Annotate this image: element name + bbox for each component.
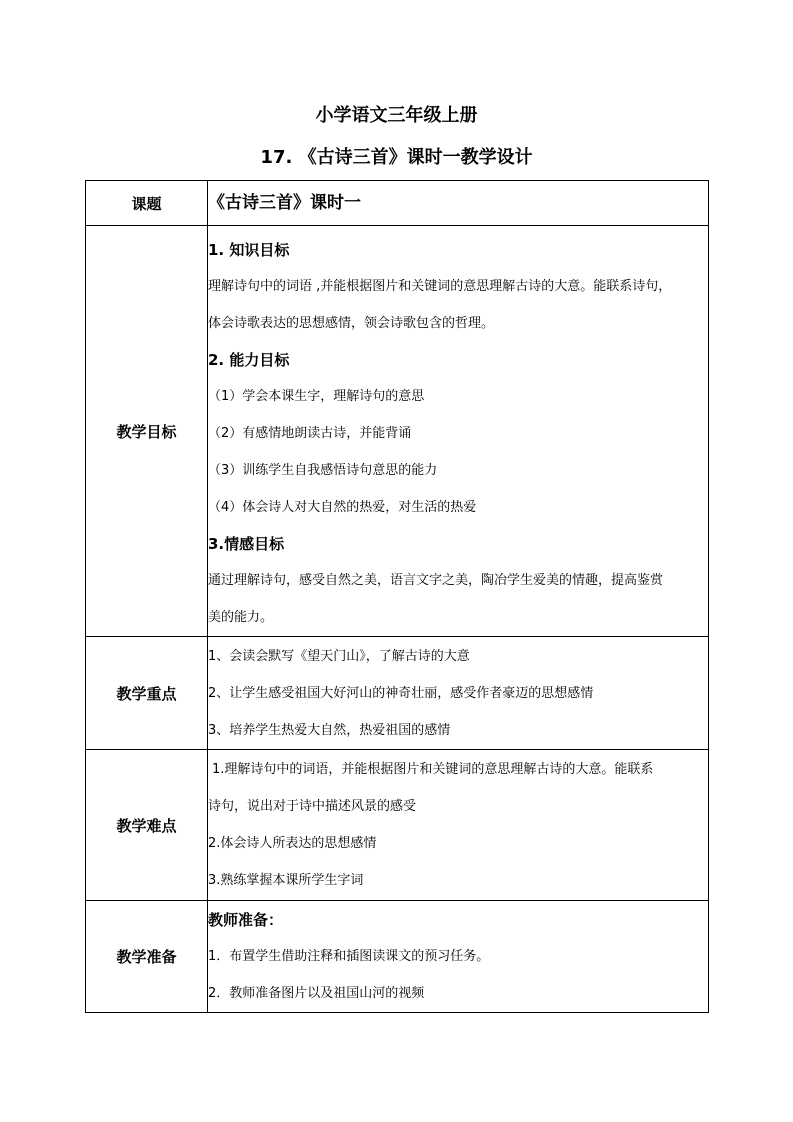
label-prep: 教学准备 (86, 901, 208, 1013)
label-topic: 课题 (86, 181, 208, 226)
focus-item: 1、会读会默写《望天门山》，了解古诗的大意 (208, 648, 470, 664)
document-title: 小学语文三年级上册 (315, 105, 478, 126)
prep-item: 1．布置学生借助注释和插图读课文的预习任务。 (208, 948, 490, 964)
cell-topic (208, 181, 709, 226)
ability-item: （2）有感情地朗读古诗，并能背诵 (208, 426, 412, 441)
ability-item: （1）学会本课生字，理解诗句的意思 (208, 389, 425, 404)
row-topic (86, 181, 709, 226)
label-goals: 教学目标 (86, 226, 208, 637)
lesson-title: 17. 《古诗三首》课时一教学设计 (260, 147, 533, 168)
goal-heading-ability: 2. 能力目标 (208, 351, 290, 369)
difficulty-item: 2.体会诗人所表达的思想感情 (208, 836, 377, 851)
cell-difficulty (208, 750, 709, 901)
row-difficulty (86, 750, 709, 901)
ability-item: （4）体会诗人对大自然的热爱，对生活的热爱 (208, 500, 477, 515)
row-prep (86, 901, 709, 1013)
label-focus: 教学重点 (86, 637, 208, 750)
goal-text-line: 体会诗歌表达的思想感情，领会诗歌包含的哲理。 (208, 316, 495, 331)
goal-heading-knowledge: 1. 知识目标 (208, 241, 290, 259)
row-focus (86, 637, 709, 750)
difficulty-item: 诗句，说出对于诗中描述风景的感受 (208, 799, 417, 814)
cell-prep (208, 901, 709, 1013)
prep-item: 2．教师准备图片以及祖国山河的视频 (208, 985, 425, 1001)
cell-goals (208, 226, 709, 637)
goal-text-line: 理解诗句中的词语 ,并能根据图片和关键词的意思理解古诗的大意。能联系诗句， (208, 279, 672, 294)
goal-heading-emotion: 3.情感目标 (208, 535, 285, 553)
label-difficulty: 教学难点 (86, 750, 208, 901)
difficulty-item: 3.熟练掌握本课所学生字词 (208, 873, 364, 888)
goal-text-line: 通过理解诗句，感受自然之美，语言文字之美，陶冶学生爱美的情趣，提高鉴赏 (208, 573, 664, 588)
ability-item: （3）训练学生自我感悟诗句意思的能力 (208, 463, 438, 478)
prep-heading: 教师准备： (208, 910, 284, 929)
row-goals (86, 226, 709, 637)
topic-value: 《古诗三首》课时一 (208, 192, 361, 213)
focus-item: 2、让学生感受祖国大好河山的神奇壮丽，感受作者豪迈的思想感情 (208, 685, 594, 701)
goal-text-line: 美的能力。 (208, 610, 274, 625)
focus-item: 3、培养学生热爱大自然，热爱祖国的感情 (208, 722, 451, 738)
cell-focus (208, 637, 709, 750)
lesson-plan-table (85, 180, 709, 1013)
difficulty-item: 1.理解诗句中的词语，并能根据图片和关键词的意思理解古诗的大意。能联系 (212, 762, 654, 777)
